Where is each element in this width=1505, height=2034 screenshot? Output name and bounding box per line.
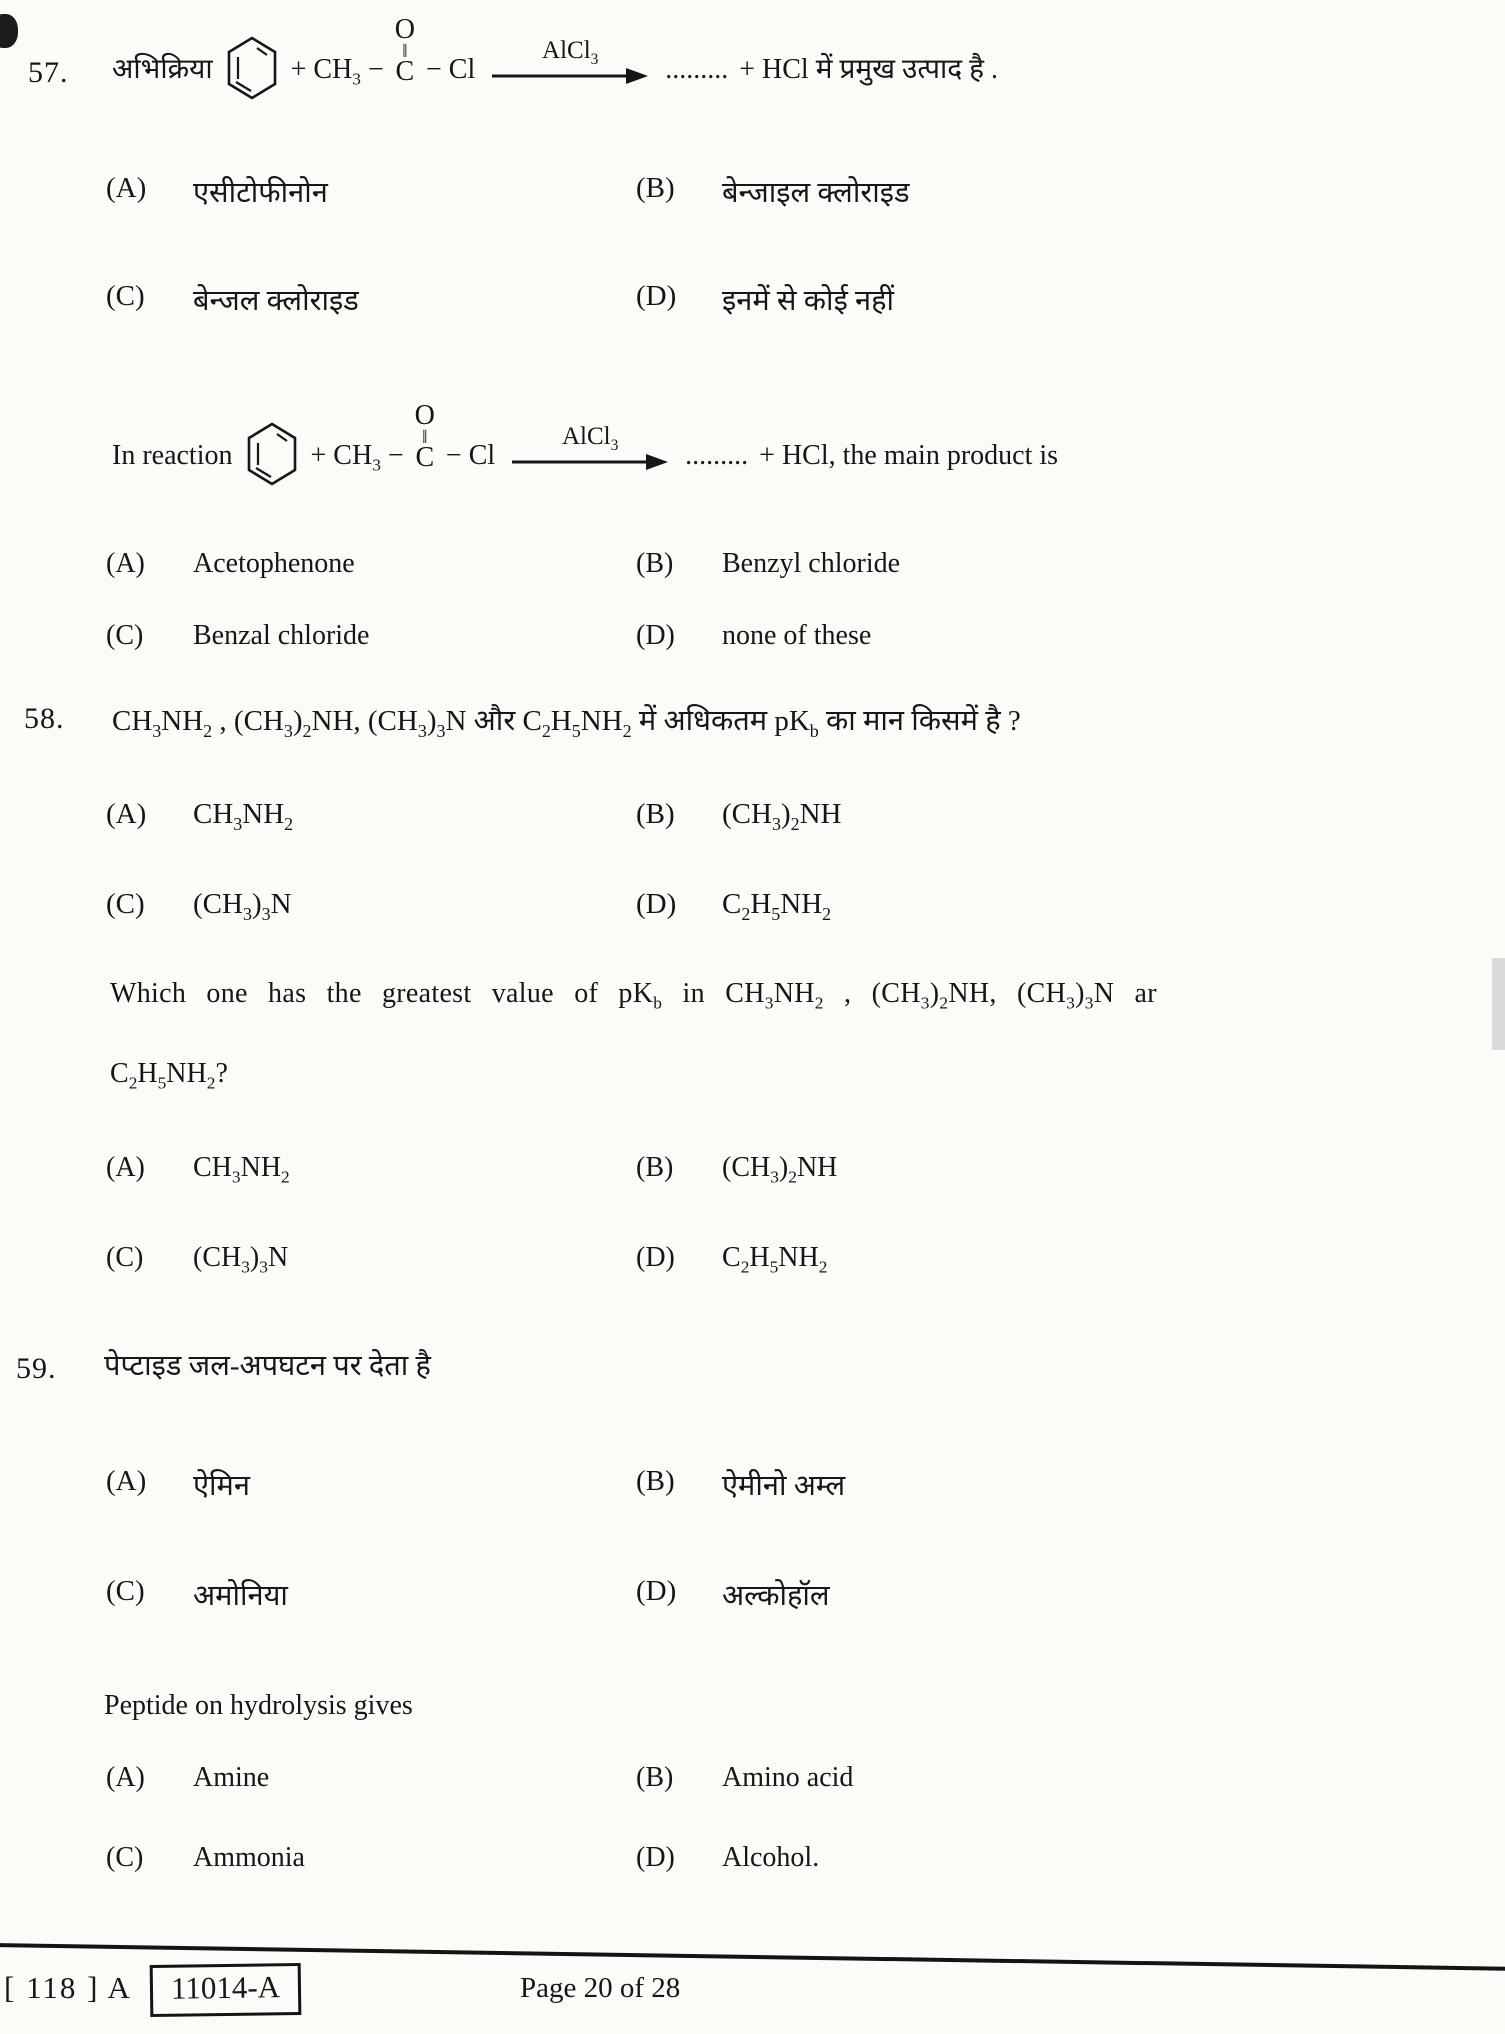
- question-57-reaction-hindi: [112, 16, 998, 87]
- reaction-arrow: [490, 38, 650, 84]
- oxygen-atom: O: [414, 400, 435, 431]
- catalyst-label: AlCl$_3$: [561, 422, 619, 454]
- option-label: (B): [636, 1152, 674, 1183]
- q58-hindi-options-row-2: [0, 888, 1505, 936]
- q57-hindi-options-row-2: [0, 280, 1505, 328]
- question-59-hindi-text: पेप्टाइड जल-अपघटन पर देता है: [104, 1350, 431, 1382]
- blank-dots: .........: [685, 440, 749, 472]
- chloride-atom: − Cl: [445, 440, 496, 472]
- option-text: $C_2H_5NH_2$: [722, 888, 832, 924]
- reaction-arrow-icon: [510, 450, 670, 470]
- reaction-reagent: + $CH_3$ −: [310, 440, 404, 475]
- option-text: none of these: [722, 620, 872, 651]
- scan-smudge: [1492, 958, 1505, 1050]
- option-label: (A): [106, 1465, 147, 1497]
- reaction-arrow: [510, 424, 670, 470]
- option-text: $C_2H_5NH_2$: [722, 1242, 828, 1277]
- scan-artifact: [0, 14, 18, 48]
- question-58-hindi-text: $CH_3NH_2$ , $(CH_3)_2NH$, $(CH_3)_3N$ और $C_2H_5NH_2$ में अधिकतम $pK_b$ का मान किसमें है ?: [112, 705, 1021, 741]
- carbon-atom: C: [415, 442, 435, 474]
- option-text: इनमें से कोई नहीं: [722, 285, 895, 317]
- option-label: (C): [106, 1575, 145, 1607]
- option-label: (A): [106, 1762, 145, 1793]
- blank-dots: .........: [665, 54, 729, 86]
- option-text: Benzal chloride: [193, 620, 370, 651]
- option-label: (D): [636, 1842, 675, 1873]
- double-bond: ‖: [422, 426, 428, 448]
- option-text: एसीटोफीनोन: [193, 177, 328, 209]
- option-text: $(CH_3)_3N$: [193, 1242, 289, 1277]
- option-label: (D): [636, 1242, 675, 1273]
- question-59-english-text: Peptide on hydrolysis gives: [104, 1690, 413, 1721]
- option-text: $CH_3NH_2$: [193, 1152, 290, 1187]
- q59-hindi-options-row-1: [0, 1465, 1505, 1513]
- double-bond: ‖: [402, 40, 408, 62]
- option-label: (A): [106, 172, 147, 204]
- option-label: (A): [106, 548, 145, 579]
- option-label: (B): [636, 548, 674, 579]
- option-label: (C): [106, 280, 145, 312]
- question-58-number: 58.: [24, 702, 65, 735]
- page-number-label: Page 20 of 28: [520, 1972, 681, 2004]
- option-label: (C): [106, 620, 144, 651]
- reaction-reagent: + $CH_3$ −: [290, 54, 384, 89]
- q58-english-options-row-2: [0, 1242, 1505, 1290]
- question-59-number: 59.: [16, 1352, 57, 1385]
- reaction-prefix-english: In reaction: [112, 440, 233, 472]
- question-57-number: 57.: [28, 56, 69, 89]
- q57-english-options-row-2: [0, 620, 1505, 668]
- option-text: Amino acid: [722, 1762, 854, 1793]
- option-text: अमोनिया: [193, 1580, 288, 1612]
- q57-hindi-options-row-1: [0, 172, 1505, 220]
- option-label: (C): [106, 1242, 144, 1273]
- reaction-suffix-english: + HCl, the main product is: [759, 440, 1059, 472]
- option-text: ऐमीनो अम्ल: [722, 1470, 846, 1502]
- option-text: $(CH_3)_2NH$: [722, 798, 842, 834]
- option-label: (C): [106, 888, 145, 920]
- reaction-suffix-hindi: + HCl में प्रमुख उत्पाद है .: [739, 54, 998, 86]
- q58-english-options-row-1: [0, 1152, 1505, 1200]
- option-text: बेन्जल क्लोराइड: [193, 285, 359, 317]
- q59-english-options-row-1: [0, 1762, 1505, 1810]
- option-text: Alcohol.: [722, 1842, 820, 1873]
- catalyst-label: AlCl$_3$: [542, 36, 599, 68]
- question-58-english-line2: $C_2H_5NH_2$?: [110, 1058, 228, 1093]
- option-label: (C): [106, 1842, 144, 1873]
- question-58-english-line1: Which one has the greatest value of $pK_b$ in $CH_3NH_2$ , $(CH_3)_2NH$, $(CH_3)_3N$ ar: [110, 978, 1157, 1013]
- q59-hindi-options-row-2: [0, 1575, 1505, 1623]
- option-text: ऐमिन: [193, 1470, 250, 1502]
- q59-english-options-row-2: [0, 1842, 1505, 1890]
- oxygen-atom: O: [394, 14, 415, 45]
- reaction-arrow-icon: [490, 64, 650, 84]
- option-label: (A): [106, 798, 147, 830]
- option-text: Ammonia: [193, 1842, 305, 1873]
- benzene-ring-icon: [224, 36, 280, 100]
- option-text: Benzyl chloride: [722, 548, 901, 579]
- option-text: Acetophenone: [193, 548, 355, 579]
- chloride-atom: − Cl: [425, 54, 476, 86]
- option-text: $(CH_3)_3N$: [193, 888, 292, 924]
- carbonyl-group: [415, 402, 435, 473]
- footer: [0, 1960, 1505, 2034]
- booklet-series-label: [ 118 ] A: [4, 1970, 132, 2005]
- benzene-ring-icon: [244, 422, 300, 486]
- option-label: (D): [636, 280, 677, 312]
- option-label: (B): [636, 1465, 675, 1497]
- q57-english-options-row-1: [0, 548, 1505, 596]
- carbon-atom: C: [395, 56, 415, 88]
- option-text: $(CH_3)_2NH$: [722, 1152, 838, 1187]
- option-text: $CH_3NH_2$: [193, 798, 294, 834]
- option-label: (B): [636, 1762, 674, 1793]
- option-label: (D): [636, 1575, 677, 1607]
- option-text: अल्कोहॉल: [722, 1580, 830, 1612]
- option-text: Amine: [193, 1762, 270, 1793]
- option-label: (D): [636, 620, 675, 651]
- option-text: बेन्जाइल क्लोराइड: [722, 177, 910, 209]
- reaction-prefix-hindi: अभिक्रिया: [112, 54, 213, 86]
- carbonyl-group: [395, 16, 415, 87]
- question-57-reaction-english: [112, 402, 1058, 473]
- option-label: (D): [636, 888, 677, 920]
- paper-code-box: 11014-A: [150, 1963, 302, 2017]
- q58-hindi-options-row-1: [0, 798, 1505, 846]
- option-label: (A): [106, 1152, 145, 1183]
- option-label: (B): [636, 172, 675, 204]
- option-label: (B): [636, 798, 675, 830]
